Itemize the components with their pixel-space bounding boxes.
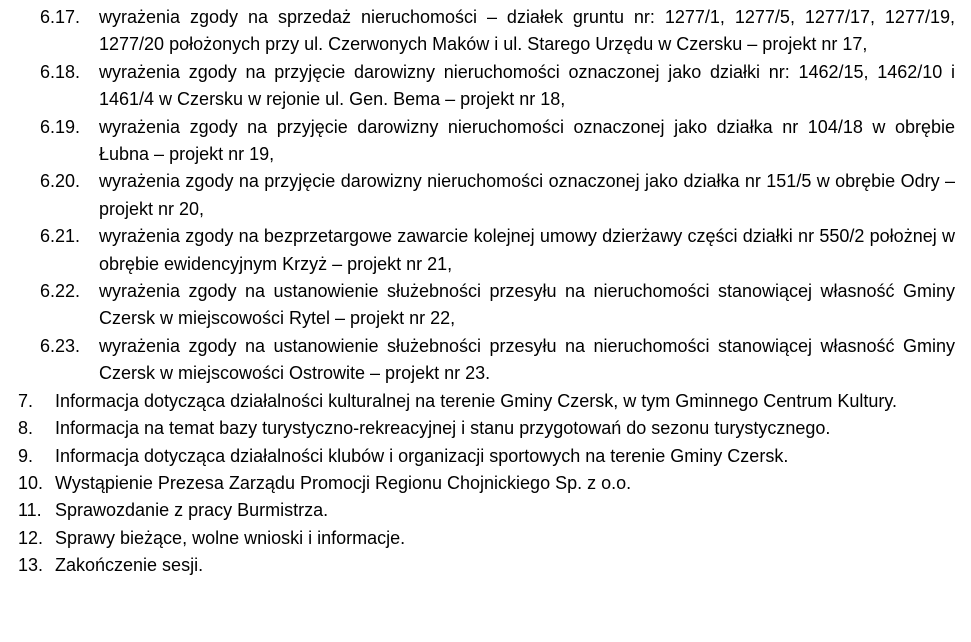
agenda-subitem [0, 114, 971, 169]
item-number: 11. [18, 500, 42, 521]
subitem-number: 6.18. [40, 61, 81, 82]
item-text: Informacja dotycząca działalności klubów i organizacji sportowych na terenie Gminy Czersk. [55, 445, 789, 466]
item-number: 13. [18, 555, 44, 576]
item-number: 9. [18, 445, 34, 466]
agenda-item [0, 443, 971, 470]
agenda-item [0, 525, 971, 552]
subitem-number: 6.22. [40, 281, 81, 302]
agenda-subitem [0, 278, 971, 333]
item-number: 7. [18, 390, 34, 411]
item-text: Informacja na temat bazy turystyczno-rekreacyjnej i stanu przygotowań do sezonu turystycznego. [55, 418, 831, 439]
subitem-number: 6.17. [40, 7, 81, 27]
item-number: 8. [18, 418, 34, 439]
agenda-item [0, 415, 971, 442]
subitem-text: wyrażenia zgody na ustanowienie służebności przesyłu na nieruchomości stanowiącej własność Gminy Czersk w miejscowości Ostrowite – projekt nr 23. [99, 335, 955, 384]
agenda-item [0, 388, 971, 415]
agenda-item [0, 470, 971, 497]
agenda-item [0, 497, 971, 524]
item-text: Informacja dotycząca działalności kulturalnej na terenie Gminy Czersk, w tym Gminnego Centrum Kultury. [55, 390, 898, 411]
subitem-text: wyrażenia zgody na bezprzetargowe zawarcie kolejnej umowy dzierżawy części działki nr 550/2 położnej w obrębie ewidencyjnym Krzyż – projekt nr 21, [99, 226, 955, 274]
item-number: 12. [18, 527, 44, 548]
agenda-item [0, 552, 971, 579]
subitem-text: wyrażenia zgody na ustanowienie służebności przesyłu na nieruchomości stanowiącej własność Gminy Czersk w miejscowości Rytel – projekt nr 22, [99, 281, 955, 329]
subitem-text: wyrażenia zgody na przyjęcie darowizny nieruchomości oznaczonej jako działki nr: 1462/15, 1462/10 i 1461/4 w Czersku w rejonie ul. Gen. Bema – projekt nr 18, [99, 61, 955, 110]
subitem-number: 6.21. [40, 226, 81, 247]
item-number: 10. [18, 472, 44, 493]
subitem-number: 6.20. [40, 171, 81, 192]
agenda-document [0, 4, 971, 580]
subitem-text: wyrażenia zgody na przyjęcie darowizny nieruchomości oznaczonej jako działka nr 104/18 w obrębie Łubna – projekt nr 19, [99, 116, 955, 165]
subitem-text: wyrażenia zgody na sprzedaż nieruchomości – działek gruntu nr: 1277/1, 1277/5, 1277/17, 1277/19, 1277/20 położonych przy ul. Czerwonych Maków i ul. Starego Urzędu w Czersku – projekt nr 17, [99, 7, 955, 55]
agenda-subitem [0, 4, 971, 59]
item-text: Sprawy bieżące, wolne wnioski i informacje. [55, 527, 406, 548]
subitem-number: 6.23. [40, 335, 81, 356]
subitem-number: 6.19. [40, 116, 81, 137]
agenda-subitem [0, 223, 971, 278]
item-text: Zakończenie sesji. [55, 555, 204, 576]
agenda-subitem [0, 168, 971, 223]
subitem-text: wyrażenia zgody na przyjęcie darowizny nieruchomości oznaczonej jako działka nr 151/5 w obrębie Odry – projekt nr 20, [99, 171, 955, 219]
item-text: Sprawozdanie z pracy Burmistrza. [55, 500, 329, 521]
item-text: Wystąpienie Prezesa Zarządu Promocji Regionu Chojnickiego Sp. z o.o. [55, 472, 632, 493]
agenda-subitem [0, 59, 971, 114]
agenda-subitem [0, 333, 971, 388]
